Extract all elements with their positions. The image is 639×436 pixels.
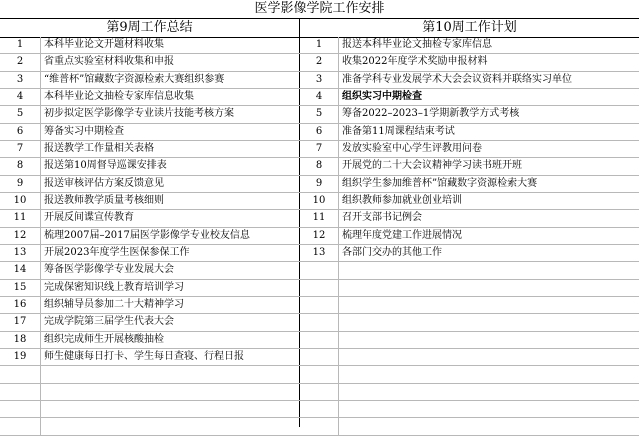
week10-item-number[interactable] bbox=[300, 262, 339, 279]
week10-item-text[interactable]: 组织教师参加就业创业培训 bbox=[342, 194, 462, 206]
week10-item-text[interactable]: 开展党的二十大会议精神学习读书班开班 bbox=[342, 160, 522, 172]
week9-item-number[interactable]: 16 bbox=[0, 297, 41, 314]
week9-item-text[interactable]: 梳理2007届–2017届医学影像学专业校友信息 bbox=[44, 229, 250, 241]
week10-item-text[interactable]: 组织实习中期检查 bbox=[342, 90, 422, 102]
week9-item-number[interactable] bbox=[0, 366, 41, 383]
table-row bbox=[0, 37, 639, 54]
table-row bbox=[0, 384, 639, 401]
week9-item-text[interactable]: 报送教学工作量相关表格 bbox=[44, 142, 154, 154]
week9-item-number[interactable]: 7 bbox=[0, 141, 41, 158]
week10-item-text[interactable]: 组织学生参加维普杯”馆藏数字资源检索大赛 bbox=[342, 177, 538, 189]
week9-item-text[interactable]: 开展2023年度学生医保参保工作 bbox=[44, 246, 190, 258]
column-header-row bbox=[0, 18, 639, 38]
sheet-title: 医学影像学院工作安排 bbox=[0, 0, 639, 19]
week10-item-number[interactable] bbox=[300, 384, 339, 401]
week10-item-text[interactable]: 各部门交办的其他工作 bbox=[342, 246, 442, 258]
week9-item-text[interactable]: “维普杯”馆藏数字资源检索大赛组织参赛 bbox=[44, 73, 225, 85]
table-row bbox=[0, 262, 639, 279]
week10-item-text[interactable]: 收集2022年度学术奖励申报材料 bbox=[342, 56, 488, 68]
week9-item-number[interactable]: 15 bbox=[0, 280, 41, 297]
week9-item-number[interactable]: 14 bbox=[0, 262, 41, 279]
week9-item-text[interactable]: 完成学院第三届学生代表大会 bbox=[44, 316, 174, 328]
week10-item-text[interactable]: 报送本科毕业论文抽检专家库信息 bbox=[342, 39, 492, 50]
week9-item-text[interactable]: 报送审核评估方案反馈意见 bbox=[44, 177, 164, 189]
week10-item-number[interactable] bbox=[300, 349, 339, 366]
week10-item-text[interactable] bbox=[339, 314, 639, 331]
week10-item-text[interactable] bbox=[339, 401, 639, 418]
week9-item-text[interactable]: 筹备实习中期检查 bbox=[44, 125, 124, 137]
table-row bbox=[0, 124, 639, 141]
week9-item-text[interactable] bbox=[41, 366, 301, 383]
week9-item-number[interactable]: 4 bbox=[0, 89, 41, 106]
table-row bbox=[0, 193, 639, 210]
week10-item-number[interactable] bbox=[300, 280, 339, 297]
week9-item-text[interactable] bbox=[41, 384, 301, 401]
week9-item-number[interactable] bbox=[0, 401, 41, 418]
week9-item-number[interactable]: 8 bbox=[0, 158, 41, 175]
week9-item-number[interactable]: 19 bbox=[0, 349, 41, 366]
week10-item-number[interactable]: 10 bbox=[300, 193, 339, 210]
week10-item-number[interactable] bbox=[300, 314, 339, 331]
week10-item-number[interactable]: 13 bbox=[300, 245, 339, 262]
table-row bbox=[0, 245, 639, 262]
week9-item-number[interactable]: 13 bbox=[0, 245, 41, 262]
week9-item-text[interactable]: 组织辅导员参加二十大精神学习 bbox=[44, 298, 184, 310]
week9-item-text[interactable] bbox=[41, 401, 301, 418]
week10-item-text[interactable]: 召开支部书记例会 bbox=[342, 212, 422, 224]
week9-item-text[interactable]: 报送第10周督导巡课安排表 bbox=[44, 160, 167, 172]
week10-item-text[interactable] bbox=[339, 384, 639, 401]
week9-item-text[interactable]: 组织完成师生开展核酸抽检 bbox=[44, 333, 164, 345]
week9-item-text[interactable]: 筹备医学影像学专业发展大会 bbox=[44, 264, 174, 276]
week10-item-text[interactable]: 准备第11周课程结束考试 bbox=[342, 125, 455, 137]
week10-item-text[interactable]: 筹备2022–2023–1学期新教学方式考核 bbox=[342, 108, 520, 120]
table-row bbox=[0, 314, 639, 331]
week10-item-text[interactable]: 准备学科专业发展学术大会会议资料并联络实习单位 bbox=[342, 73, 572, 85]
week9-item-number[interactable]: 3 bbox=[0, 72, 41, 89]
week10-item-number[interactable] bbox=[300, 332, 339, 349]
week10-item-text[interactable] bbox=[339, 297, 639, 314]
week9-item-number[interactable]: 9 bbox=[0, 176, 41, 193]
week10-item-number[interactable]: 2 bbox=[300, 54, 339, 71]
table-row bbox=[0, 176, 639, 193]
week9-item-text[interactable]: 省重点实验室材料收集和申报 bbox=[44, 56, 174, 68]
table-row bbox=[0, 54, 639, 71]
week10-item-number[interactable] bbox=[300, 366, 339, 383]
week10-item-text[interactable]: 发放实验室中心学生评教用问卷 bbox=[342, 142, 482, 154]
table-row bbox=[0, 89, 639, 106]
table-row bbox=[0, 280, 639, 297]
week9-item-number[interactable]: 1 bbox=[0, 37, 41, 54]
week9-item-text[interactable]: 开展反间谍宣传教育 bbox=[44, 212, 134, 224]
table-row bbox=[0, 141, 639, 158]
week9-item-number[interactable] bbox=[0, 384, 41, 401]
task-table bbox=[0, 37, 639, 436]
week10-plan-header: 第10周工作计划 bbox=[422, 20, 517, 35]
week10-item-number[interactable]: 8 bbox=[300, 158, 339, 175]
week9-item-number[interactable]: 2 bbox=[0, 54, 41, 71]
table-row bbox=[0, 106, 639, 123]
week9-item-text[interactable]: 完成保密知识线上教育培训学习 bbox=[44, 281, 184, 293]
table-row bbox=[0, 297, 639, 314]
table-row bbox=[0, 228, 639, 245]
week10-item-number[interactable]: 9 bbox=[300, 176, 339, 193]
week9-item-text[interactable]: 报送教师教学质量考核细则 bbox=[44, 194, 164, 206]
week10-item-number[interactable]: 1 bbox=[300, 37, 339, 54]
week9-item-number[interactable]: 11 bbox=[0, 210, 41, 227]
table-row bbox=[0, 332, 639, 349]
week9-item-text[interactable]: 本科毕业论文抽检专家库信息收集 bbox=[44, 90, 194, 102]
week9-item-number[interactable]: 6 bbox=[0, 124, 41, 141]
week10-item-number[interactable]: 12 bbox=[300, 228, 339, 245]
week10-item-text[interactable] bbox=[339, 262, 639, 279]
week10-item-number[interactable]: 7 bbox=[300, 141, 339, 158]
week10-item-number[interactable]: 11 bbox=[300, 210, 339, 227]
week10-item-number[interactable]: 5 bbox=[300, 106, 339, 123]
table-row bbox=[0, 158, 639, 175]
table-row bbox=[0, 72, 639, 89]
table-row bbox=[0, 401, 639, 418]
week9-item-number[interactable]: 5 bbox=[0, 106, 41, 123]
week9-item-text[interactable]: 本科毕业论文开题材料收集 bbox=[44, 39, 164, 50]
week10-item-number[interactable]: 4 bbox=[300, 89, 339, 106]
week9-item-number[interactable]: 18 bbox=[0, 332, 41, 349]
week9-item-number[interactable]: 12 bbox=[0, 228, 41, 245]
week10-item-text[interactable] bbox=[339, 332, 639, 349]
week9-item-text[interactable]: 师生健康每日打卡、学生每日查寝、行程日报 bbox=[44, 350, 244, 362]
week10-item-text[interactable] bbox=[339, 280, 639, 297]
week10-item-number[interactable]: 3 bbox=[300, 72, 339, 89]
table-row bbox=[0, 210, 639, 227]
week10-item-number[interactable] bbox=[300, 297, 339, 314]
week10-item-text[interactable] bbox=[339, 366, 639, 383]
week9-summary-header: 第9周工作总结 bbox=[106, 20, 193, 35]
week10-item-text[interactable]: 梳理年度党建工作进展情况 bbox=[342, 229, 462, 241]
week10-item-number[interactable]: 6 bbox=[300, 124, 339, 141]
week10-item-number[interactable] bbox=[300, 401, 339, 418]
week10-item-text[interactable] bbox=[339, 349, 639, 366]
week9-item-number[interactable]: 17 bbox=[0, 314, 41, 331]
week9-item-number[interactable]: 10 bbox=[0, 193, 41, 210]
table-row bbox=[0, 366, 639, 383]
week9-item-text[interactable]: 初步拟定医学影像学专业读片技能考核方案 bbox=[44, 108, 234, 120]
table-row bbox=[0, 349, 639, 366]
